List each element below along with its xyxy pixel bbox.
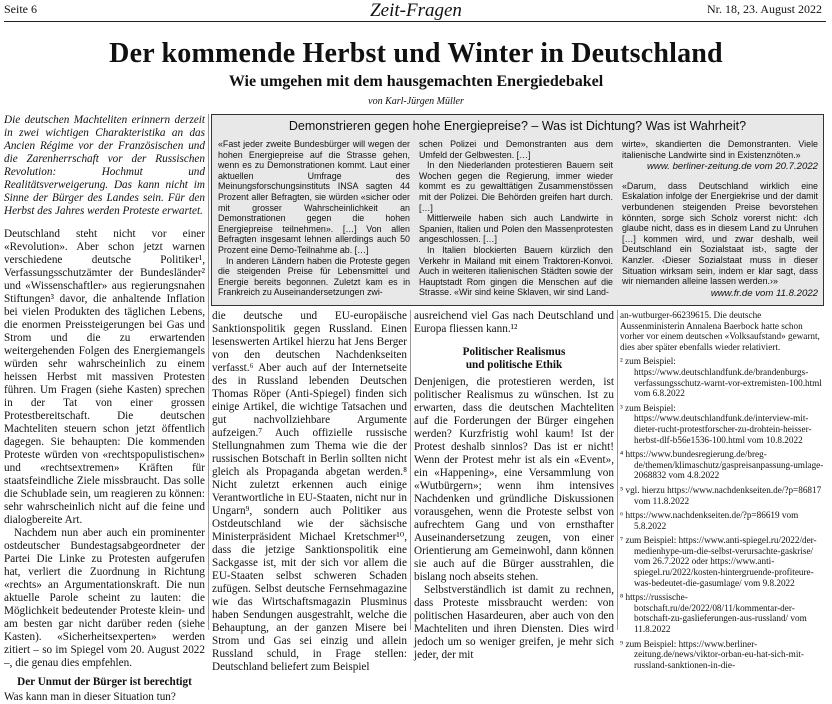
source-citation: www. berliner-zeitung.de vom 20.7.2022 xyxy=(646,161,818,173)
paragraph: Denjenigen, die protestieren werden, ist politischer Realismus zu wünschen. Ist zu erwarten, dass die deutschen Machteliten auf die Forderungen der Bürger eingehen werden? Kurzfristig wohl kaum! Ist der Protest deshalb sinnlos? Das ist er nicht! Wenn der Protest mehr ist als ein «Event», ein «Happening», eine Versammlung von «Wutbürgern»; wenn ihm intensives Nachdenken und gründliche Diskussionen vorausgehen, wenn die Proteste selbst von aufrechtem Gang und von ernsthafter Auseinandersetzung zeugen, von einer Orientierung am Gemeinwohl, dann können sie auch auf die Bürger ausstrahlen, die bislang noch abseits stehen. xyxy=(414,376,614,583)
paragraph: ausreichend viel Gas nach Deutschland und Europa fliessen kann.¹² xyxy=(414,310,614,335)
footnotes-column xyxy=(620,310,825,674)
article-lead: Die deutschen Machteliten erinnern derzeit in zwei wichtigen Charakteristika an das Ancien Régime vor der Französischen und die Zarenherrschaft vor der Russischen Revolution: Hochmut und Realitätsverweigerung. Das kann nicht im Sinne der Bürger des Landes sein. Für den Herbst des Jahres werden Proteste erwartet. xyxy=(4,114,205,217)
footnote: ³ zum Beispiel: https://www.deutschlandfunk.de/interview-mit-dieter-rucht-protestforscher-zu-drohtein-heisser-herbst-dlf-b56e1536-100.html vom 10.8.2022 xyxy=(620,402,812,445)
column-rule xyxy=(617,310,618,630)
paragraph: Nachdem nun aber auch ein prominenter ostdeutscher Bundestagsabgeordneter der Partei Die Linke zu Protesten aufgerufen hat, verliert die Zuordnung in Richtung «rechts» an Argumentationskraft. Die nun aktuelle Parole scheint zu lauten: die Möglichkeit bedeutender Proteste klein- und am besten gar nicht darüber reden (siehe Kasten). «Sicherheitsexperten» werden zitiert – so im Spiegel vom 20. August 2022 –, die genau dies empfehlen. xyxy=(4,527,205,669)
box-paragraph: In anderen Ländern haben die Proteste gegen die steigenden Preise für Lebensmittel und Energie bereits begonnen. Zuletzt kam es in Frankreich zu Auseinandersetzungen zwi- xyxy=(218,255,410,298)
paragraph: die deutsche und EU-europäische Sanktionspolitik gegen Russland. Einen lesenswerten Artikel hierzu hat Jens Berger von den deutschen Nachdenkseiten verfasst.⁶ Aber auch auf der Internetseite des in Russland lebenden Deutschen Thomas Röper (Anti-Spiegel) finden sich einige Artikel, die wichtige Tatsachen und gut nachvollziehbare Argumente aufzeigen.⁷ Auch offizielle russische Stellungnahmen zum Thema wie die der russischen Botschaft in Berlin sollten nicht gleich als Propaganda abgetan werden.⁸ Nicht zuletzt erkennen auch einige Verantwortliche in EU-Staaten, nicht nur in Ungarn⁹, sondern auch Politiker aus Ostdeutschland wie der sächsische Ministerpräsident Michael Kretschmer¹⁰, dass die jetzige Sanktionspolitik eine Sackgasse ist, mit der sich vor allem die EU-Staaten selbst schweren Schaden zufügen. Selbst deutsche Fernsehmagazine wie das Wirtschaftsmagazin Plusminus haben Sendungen ausgestrahlt, welche die Behauptung, an der ganzen Misere bei Strom und Gas sei einzig und allein Russland schuld, in Frage stellen: Deutschland beliefert zum Beispiel xyxy=(212,310,407,673)
footnote: ⁴ https://www.bundesregierung.de/breg-de/themen/klimaschutz/gaspreisanpassung-umlage-2068832 vom 4.8.2022 xyxy=(620,449,824,481)
info-box-title: Demonstrieren gegen hohe Energiepreise? – Was ist Dichtung? Was ist Wahrheit? xyxy=(288,119,747,133)
article-title: Der kommende Herbst und Winter in Deutschland xyxy=(109,38,723,69)
paragraph: Selbstverständlich ist damit zu rechnen, dass Proteste missbraucht werden: von politischen Hasardeuren, aber auch von den Machteliten und ihren Diensten. Dies wird jedoch um so weniger greifen, je mehr sich jeder, der mit xyxy=(414,584,614,661)
box-paragraph: In den Niederlanden protestieren Bauern seit Wochen gegen die Regierung, immer wieder kommt es zu gewalttätigen Zusammenstössen mit der Polizei. Die Behörden greifen hart durch. […] xyxy=(419,160,613,213)
info-box-column-2 xyxy=(419,139,613,298)
issue-date: Nr. 18, 23. August 2022 xyxy=(706,2,822,16)
paragraph: Deutschland steht nicht vor einer «Revolution». Aber schon jetzt warnen verschiedene deutsche Politiker¹, Verfassungsschutzämter der Bundesländer² und «Wissenschaftler» aus regierungsnahen Stiftungen³ davor, die anhaltende Inflation bei vielen Produkten des täglichen Lebens, die enormen Preissteigerungen bei Gas und Strom und die zu erwartenden weitergehenden Folgen des Energiemangels würden sehr wahrscheinlich zu einem heissen Herbst mit massiven Protesten führen. Um Fragen (siehe Kasten) sprechen in der Tat von einer grossen Protestbereitschaft. Die deutschen Machteliten steuern schon jetzt öffentlich dagegen. Sie behaupten: Die kommenden Proteste würden von «rechtspopulistischen» und «rechtsextremen» Kräften für staatsfeindliche Ziele missbraucht. Das solle die Schublade sein, um reagieren zu können: sehr wahrscheinlich nicht auf die feine und dialogbereite Art. xyxy=(4,228,205,526)
footnote: ² zum Beispiel: https://www.deutschlandfunk.de/brandenburgs-verfassungsschutz-warnt-vor-extremisten-100.html vom 6.8.2022 xyxy=(620,356,822,399)
section-heading: Der Unmut der Bürger ist berechtigt xyxy=(17,676,192,688)
box-paragraph: schen Polizei und Demonstranten aus dem Umfeld der Gelbwesten. […] xyxy=(419,139,613,160)
column-rule xyxy=(208,114,209,630)
box-paragraph: Mittlerweile haben sich auch Landwirte in Spanien, Italien und Polen den Massenprotesten angeschlossen. […] xyxy=(419,213,613,245)
column-1 xyxy=(4,114,205,704)
info-box xyxy=(211,114,824,306)
section-heading xyxy=(414,346,614,372)
column-rule xyxy=(410,310,411,630)
heading-line-2: und politische Ethik xyxy=(465,359,563,371)
page-number: Seite 6 xyxy=(4,2,37,16)
box-paragraph: In Italien blockierten Bauern kürzlich den Verkehr in Mailand mit einem Traktoren-Konvoi. Auch in weiteren italienischen Städten sowie der Hauptstadt Rom gingen die Menschen auf die Strasse. «Wir sind keine Sklaven, wir sind Land- xyxy=(419,244,613,298)
box-paragraph: wirte», skandierten die Demonstranten. Viele italienische Landwirte sind in Existenznöten.» xyxy=(622,139,818,160)
footnote: ⁵ vgl. hierzu https://www.nachdenkseiten.de/?p=86817 vom 11.8.2022 xyxy=(620,484,822,506)
footnote: ⁹ zum Beispiel: https://www.berliner-zeitung.de/news/viktor-orban-eu-hat-sich-mit-russland-sanktionen-in-die- xyxy=(620,638,804,670)
source-citation: www.fr.de vom 11.8.2022 xyxy=(710,287,818,299)
footnote: ⁷ zum Beispiel: https://www.anti-spiegel.ru/2022/der-medienhype-um-die-selbst-verursachte-gaskrise/ vom 26.7.2022 oder https://www.anti-spiegel.ru/2022/kosten-hintergruende-profiteure-was-bedeutet-die-gasumlage/ vom 9.8.2022 xyxy=(620,535,817,588)
paragraph: Was kann man in dieser Situation tun? xyxy=(4,691,176,703)
article-byline: von Karl-Jürgen Müller xyxy=(368,96,464,107)
info-box-column-3 xyxy=(622,139,818,299)
header-rule xyxy=(4,21,826,22)
footnote: ⁸ https://russische-botschaft.ru/de/2022/08/11/kommentar-der-botschaft-zu-gaslieferungen-aus-russland/ vom 11.8.2022 xyxy=(620,592,807,635)
column-2 xyxy=(212,310,407,674)
publication-name: Zeit-Fragen xyxy=(370,0,462,21)
box-paragraph: «Darum, dass Deutschland wirklich eine Eskalation infolge der Energiekrise und der damit verbundenen steigenden Preise bevorstehen könnten, sorge sich Scholz vorerst nicht: ‹Ich glaube nicht, dass es in diesem Land zu Unruhen […] kommen wird, und zwar deshalb, weil Deutschland ein Sozialstaat ist›, sagte der Kanzler. ‹Dieser Sozialstaat muss in dieser Situation wirksam sein, indem er klar sagt, dass wir niemanden alleine lassen werden.›» xyxy=(622,180,818,287)
column-3 xyxy=(414,310,614,662)
footnote: an-wutburger-66239615. Die deutsche Aussenministerin Annalena Baerbock hatte schon vorher vor einem deutschen «Volksaufstand» gewarnt, dies aber später ebenfalls wieder relativiert. xyxy=(620,310,820,352)
article-subtitle: Wie umgehen mit dem hausgemachten Energiedebakel xyxy=(228,73,604,90)
info-box-column-1 xyxy=(218,139,410,298)
heading-line-1: Politischer Realismus xyxy=(462,346,566,358)
footnote: ⁶ https://www.nachdenkseiten.de/?p=86619 vom 5.8.2022 xyxy=(620,510,799,531)
box-paragraph: «Fast jeder zweite Bundesbürger will wegen der hohen Energiepreise auf die Strasse gehen, wenn es zu Demonstrationen kommt. Laut einer aktuellen Umfrage des Meinungsforschungsinstituts INSA sagten 44 Prozent aller Befragten, sie würden «sicher oder mit grosser Wahrscheinlichkeit an Demonstrationen gegen die hohen Energiepreise teilnehmen». […] Von allen Befragten insgesamt lehnen allerdings auch 50 Prozent eine Demo-Teilnahme ab. […] xyxy=(218,139,410,255)
